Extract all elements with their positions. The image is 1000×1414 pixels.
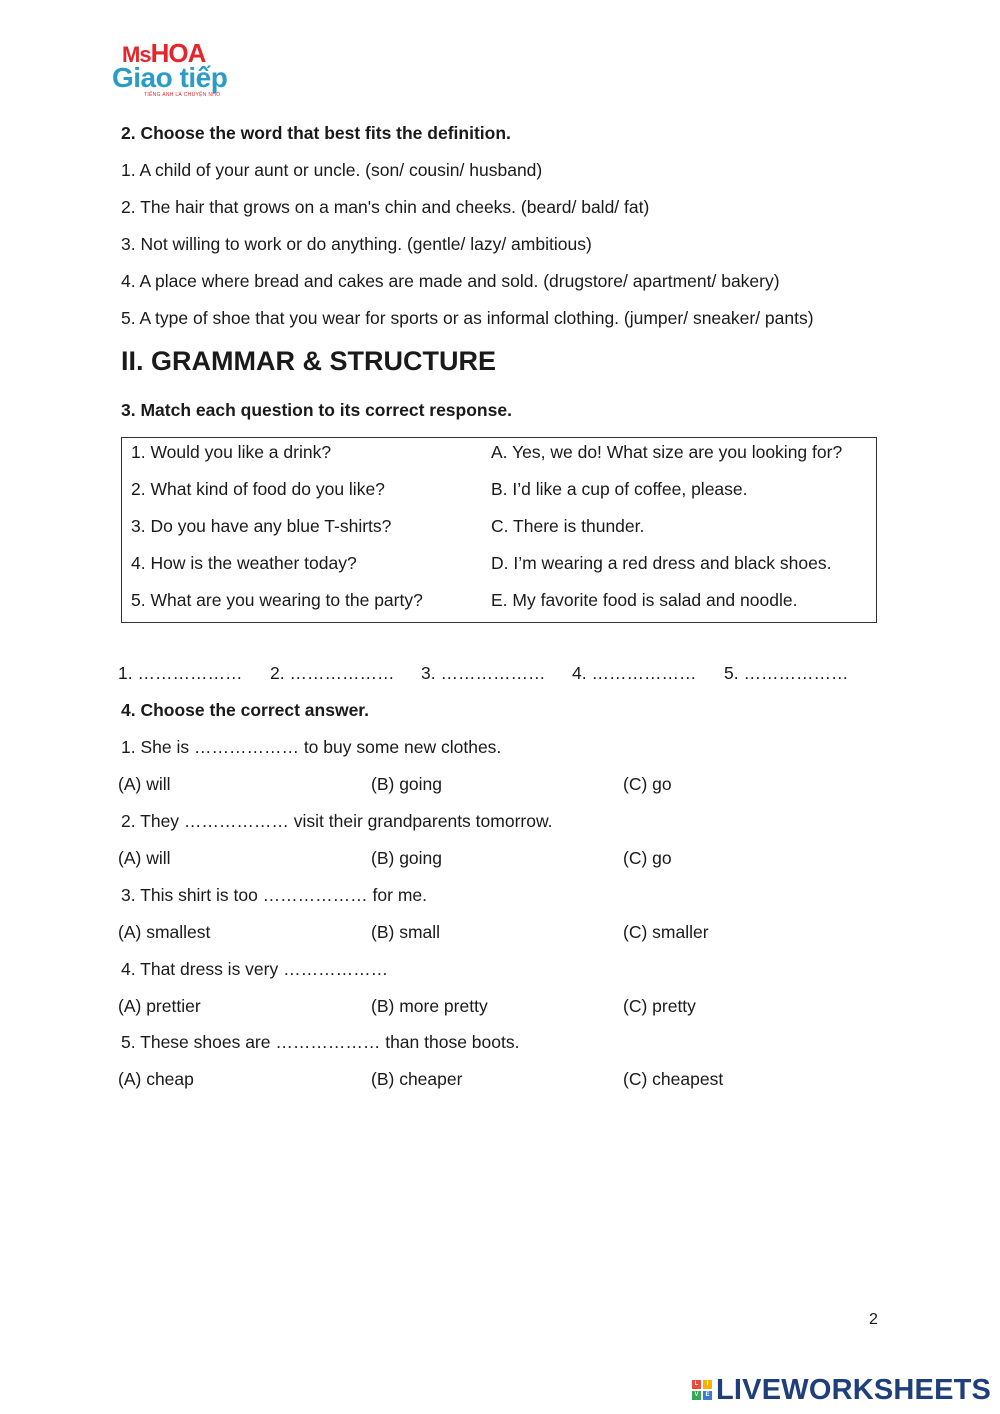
- section2-item-2: 2. The hair that grows on a man's chin and cheeks. (beard/ bald/ fat): [121, 197, 650, 217]
- match-answer-1[interactable]: 1. ………………: [118, 663, 243, 683]
- mcq-question-2: 2. They ……………… visit their grandparents tomorrow.: [121, 811, 553, 831]
- match-response-e: E. My favorite food is salad and noodle.: [491, 590, 798, 610]
- grid-letter-e: E: [703, 1391, 712, 1400]
- match-response-c: C. There is thunder.: [491, 516, 645, 536]
- logo-hoa: HOA: [150, 38, 206, 68]
- mcq-1-option-b[interactable]: (B) going: [371, 774, 443, 794]
- logo-ms: Ms: [122, 42, 151, 67]
- grid-letter-v: V: [692, 1391, 701, 1400]
- match-question-1: 1. Would you like a drink?: [131, 442, 332, 462]
- logo-tagline: TIẾNG ANH LÀ CHUYỆN NHỎ: [144, 92, 221, 98]
- grammar-heading: II. GRAMMAR & STRUCTURE: [121, 346, 496, 376]
- match-answer-5[interactable]: 5. ………………: [724, 663, 849, 683]
- liveworksheets-logo: [692, 1374, 991, 1406]
- section2-item-1: 1. A child of your aunt or uncle. (son/ cousin/ husband): [121, 160, 543, 180]
- match-answer-3[interactable]: 3. ………………: [421, 663, 546, 683]
- mcq-question-1: 1. She is ……………… to buy some new clothes.: [121, 737, 502, 757]
- match-answer-2[interactable]: 2. ………………: [270, 663, 395, 683]
- match-question-4: 4. How is the weather today?: [131, 553, 357, 573]
- match-response-a: A. Yes, we do! What size are you looking for?: [491, 442, 843, 462]
- mcq-2-option-b[interactable]: (B) going: [371, 848, 443, 868]
- grid-letter-l: L: [692, 1380, 701, 1389]
- mcq-4-option-c[interactable]: (C) pretty: [623, 996, 696, 1016]
- mcq-5-option-b[interactable]: (B) cheaper: [371, 1069, 463, 1089]
- grid-letter-i: I: [703, 1380, 712, 1389]
- match-question-2: 2. What kind of food do you like?: [131, 479, 385, 499]
- mcq-5-option-c[interactable]: (C) cheapest: [623, 1069, 724, 1089]
- liveworksheets-grid-icon: [692, 1380, 712, 1400]
- mcq-5-option-a[interactable]: (A) cheap: [118, 1069, 194, 1089]
- mcq-4-option-a[interactable]: (A) prettier: [118, 996, 201, 1016]
- section2-title: 2. Choose the word that best fits the definition.: [121, 123, 511, 143]
- mcq-2-option-a[interactable]: (A) will: [118, 848, 171, 868]
- match-question-3: 3. Do you have any blue T-shirts?: [131, 516, 392, 536]
- mcq-2-option-c[interactable]: (C) go: [623, 848, 672, 868]
- match-question-5: 5. What are you wearing to the party?: [131, 590, 423, 610]
- section3-title: 3. Match each question to its correct response.: [121, 400, 512, 420]
- section2-item-4: 4. A place where bread and cakes are made and sold. (drugstore/ apartment/ bakery): [121, 271, 780, 291]
- match-answer-4[interactable]: 4. ………………: [572, 663, 697, 683]
- mcq-question-3: 3. This shirt is too ……………… for me.: [121, 885, 427, 905]
- mcq-question-4: 4. That dress is very ………………: [121, 959, 389, 979]
- section2-item-3: 3. Not willing to work or do anything. (gentle/ lazy/ ambitious): [121, 234, 592, 254]
- page-number: 2: [869, 1311, 878, 1328]
- mcq-question-5: 5. These shoes are ……………… than those boots.: [121, 1032, 520, 1052]
- mcq-1-option-c[interactable]: (C) go: [623, 774, 672, 794]
- mcq-3-option-a[interactable]: (A) smallest: [118, 922, 211, 942]
- matching-table: [121, 437, 877, 623]
- liveworksheets-wordmark: LIVEWORKSHEETS: [716, 1374, 992, 1406]
- match-response-b: B. I’d like a cup of coffee, please.: [491, 479, 748, 499]
- mcq-1-option-a[interactable]: (A) will: [118, 774, 171, 794]
- section2-item-5: 5. A type of shoe that you wear for sports or as informal clothing. (jumper/ sneaker/ pants): [121, 308, 814, 328]
- mcq-3-option-b[interactable]: (B) small: [371, 922, 441, 942]
- mshoa-logo: [108, 38, 248, 102]
- match-response-d: D. I’m wearing a red dress and black shoes.: [491, 553, 832, 573]
- mcq-3-option-c[interactable]: (C) smaller: [623, 922, 709, 942]
- mcq-4-option-b[interactable]: (B) more pretty: [371, 996, 488, 1016]
- logo-line2: Giao tiếp: [112, 62, 228, 93]
- section4-title: 4. Choose the correct answer.: [121, 700, 370, 720]
